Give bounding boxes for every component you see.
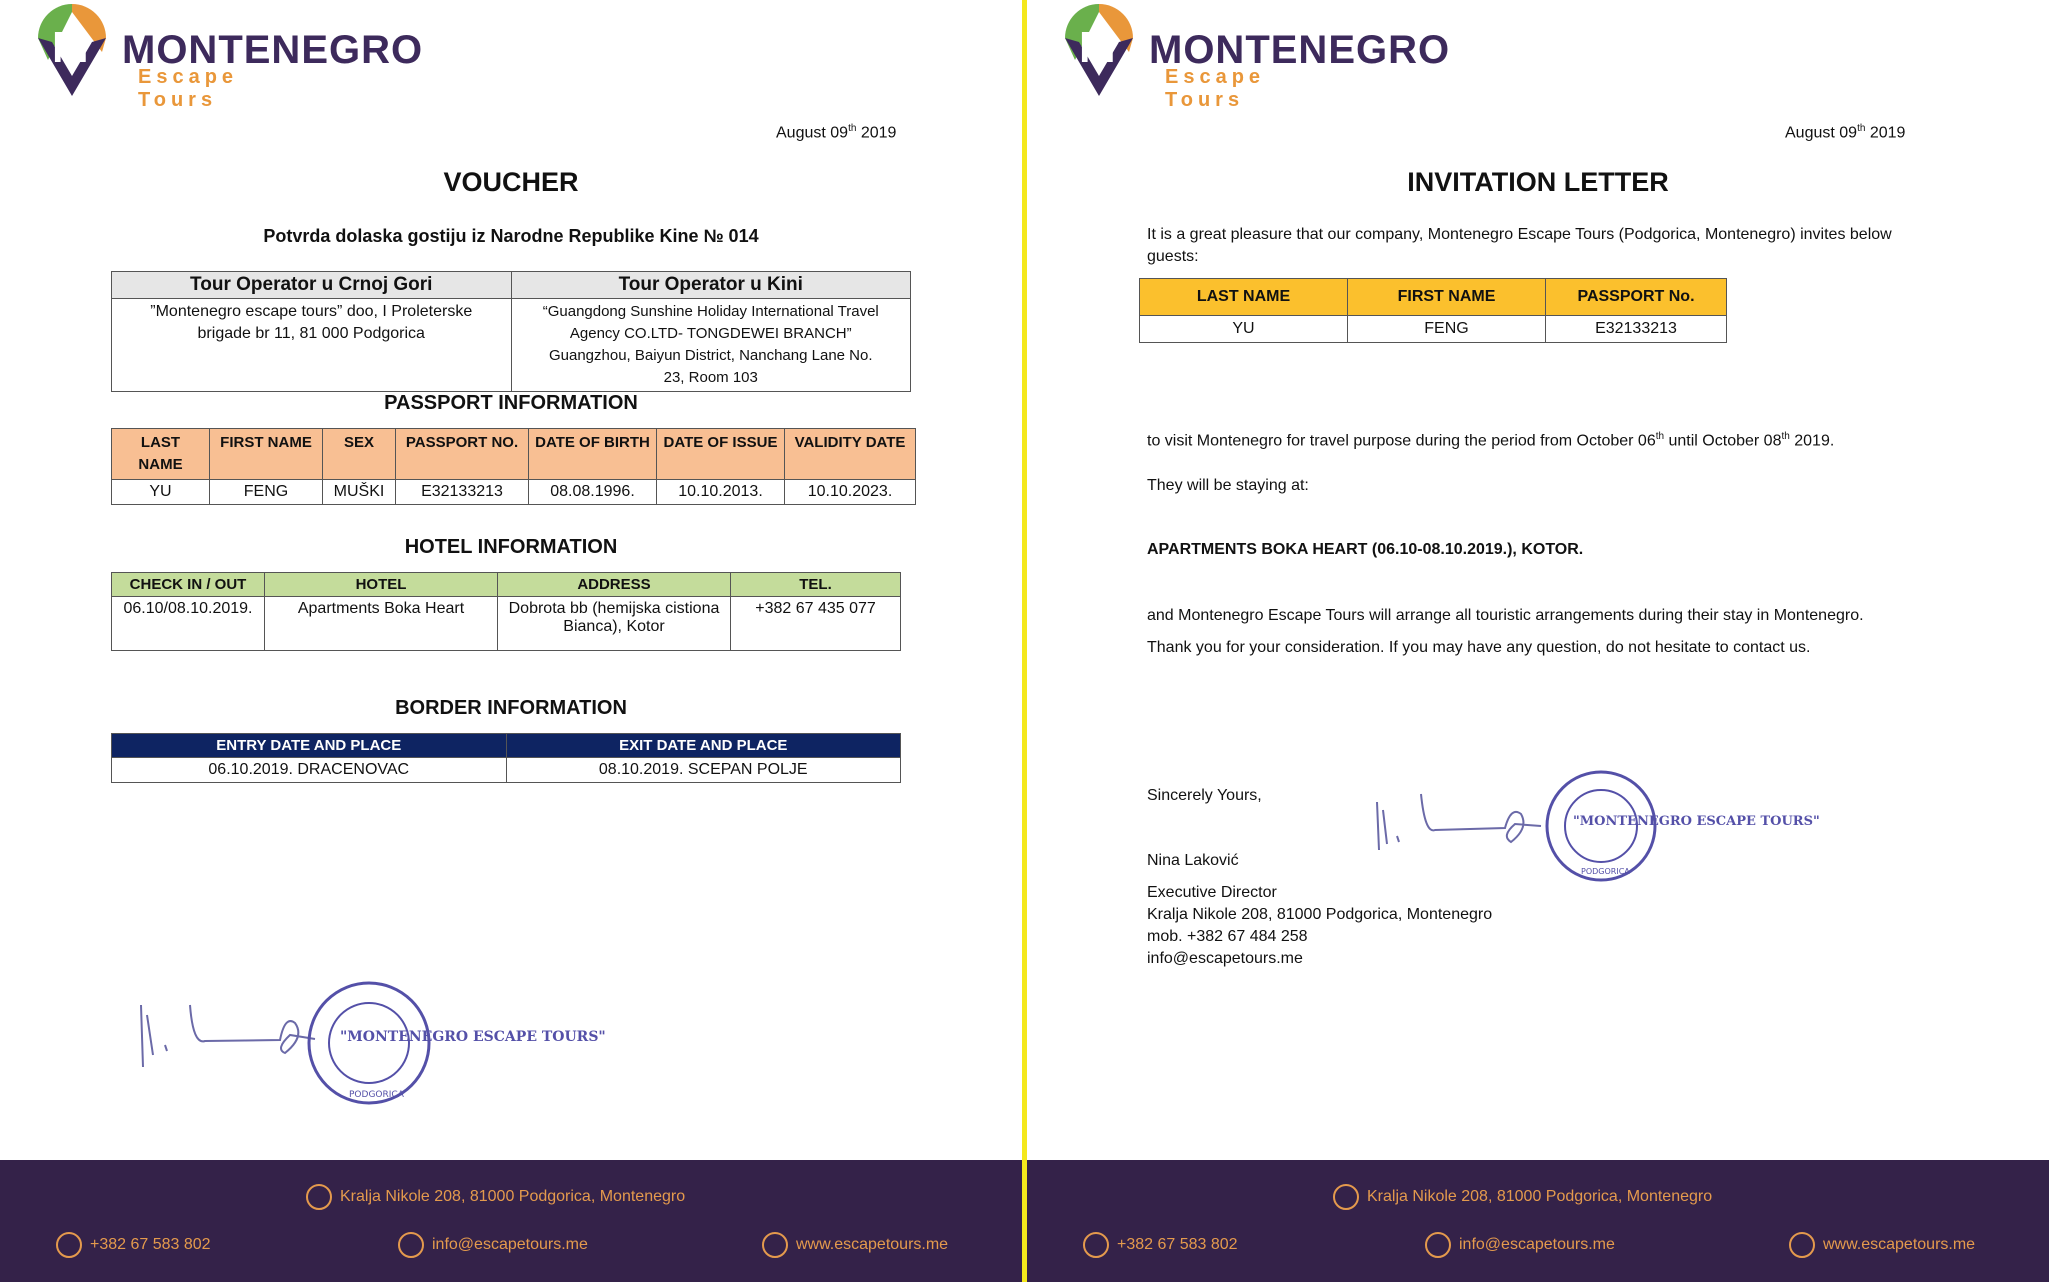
footer-address	[306, 1184, 685, 1210]
operator-china-line: Agency CO.LTD- TONGDEWEI BRANCH”	[569, 325, 852, 342]
footer-email[interactable]	[1425, 1232, 1615, 1258]
hotel-cell: +382 67 435 077	[731, 597, 901, 651]
invitation-date: August 09th 2019	[1785, 123, 1906, 142]
footer-web-text[interactable]: www.escapetours.me	[796, 1236, 949, 1253]
logo-mark-icon	[1059, 2, 1141, 98]
signature-stamp	[1373, 770, 1820, 890]
footer-web[interactable]	[762, 1232, 948, 1258]
signer-mobile: mob. +382 67 484 258	[1147, 928, 1308, 945]
signer-block	[1147, 882, 1492, 970]
footer-email[interactable]	[398, 1232, 588, 1258]
invitation-page	[1027, 0, 2049, 1282]
passport-cell: FENG	[210, 480, 323, 505]
globe-icon	[762, 1232, 788, 1258]
voucher-date: August 09th 2019	[776, 123, 897, 142]
signature-stamp	[135, 975, 606, 1110]
staying-text: They will be staying at:	[1147, 477, 1309, 494]
passport-col-header: PASSPORT NO.	[396, 429, 529, 480]
operator-china-cell	[511, 299, 911, 392]
footer-phone-text: +382 67 583 802	[90, 1236, 211, 1253]
svg-text:M: M	[52, 23, 89, 72]
guests-cell: FENG	[1348, 316, 1546, 343]
svg-text:M: M	[1079, 23, 1116, 72]
guests-col-header: FIRST NAME	[1348, 279, 1546, 316]
intro-line: guests:	[1147, 248, 1199, 265]
hotel-cell: Dobrota bb (hemijska cistiona Bianca), Kotor	[498, 597, 731, 651]
hotel-table	[111, 572, 901, 651]
passport-cell: 10.10.2013.	[657, 480, 785, 505]
guests-table	[1139, 278, 1727, 343]
operator-montenegro-cell	[112, 299, 512, 392]
invitation-title: INVITATION LETTER	[1407, 167, 1669, 197]
passport-cell: E32133213	[396, 480, 529, 505]
globe-icon	[1789, 1232, 1815, 1258]
passport-col-header: VALIDITY DATE	[785, 429, 916, 480]
accommodation-text: APARTMENTS BOKA HEART (06.10-08.10.2019.), KOTOR.	[1147, 541, 1584, 558]
passport-cell: YU	[112, 480, 210, 505]
border-col-header: ENTRY DATE AND PLACE	[112, 734, 507, 758]
footer-email-text[interactable]: info@escapetours.me	[432, 1236, 588, 1253]
passport-section-title: PASSPORT INFORMATION	[384, 392, 638, 414]
footer-address	[1333, 1184, 1712, 1210]
footer-phone	[1083, 1232, 1238, 1258]
closing-text: Sincerely Yours,	[1147, 787, 1262, 804]
phone-icon	[1083, 1232, 1109, 1258]
location-pin-icon	[306, 1184, 332, 1210]
border-cell: 08.10.2019. SCEPAN POLJE	[506, 758, 901, 783]
operator-china-line: 23, Room 103	[663, 369, 758, 386]
signer-position: Executive Director	[1147, 884, 1277, 901]
logo-tagline: Escape Tours	[138, 66, 239, 111]
invitation-intro	[1147, 224, 1892, 268]
footer-phone	[56, 1232, 211, 1258]
visit-period-text: to visit Montenegro for travel purpose during the period from October 06th until October 08th 2019.	[1147, 431, 1835, 450]
logo-tagline: Escape Tours	[1165, 66, 1266, 111]
hotel-col-header: TEL.	[731, 573, 901, 597]
passport-col-header: SEX	[323, 429, 396, 480]
passport-col-header: DATE OF ISSUE	[657, 429, 785, 480]
border-cell: 06.10.2019. DRACENOVAC	[112, 758, 507, 783]
footer-email-text[interactable]: info@escapetours.me	[1459, 1236, 1615, 1253]
company-logo	[32, 0, 424, 111]
hotel-cell: Apartments Boka Heart	[265, 597, 498, 651]
stamp-center-text: "MONTENEGRO ESCAPE TOURS"	[340, 1029, 606, 1045]
thanks-text: Thank you for your consideration. If you may have any question, do not hesitate to contact us.	[1147, 639, 1811, 656]
envelope-icon	[398, 1232, 424, 1258]
voucher-title: VOUCHER	[443, 167, 579, 197]
guests-cell: E32133213	[1546, 316, 1727, 343]
company-logo	[1059, 0, 1451, 111]
phone-icon	[56, 1232, 82, 1258]
intro-line: It is a great pleasure that our company, Montenegro Escape Tours (Podgorica, Montenegro) invites below	[1147, 226, 1892, 243]
operator-montenegro-line: brigade br 11, 81 000 Podgorica	[197, 325, 425, 342]
border-col-header: EXIT DATE AND PLACE	[506, 734, 901, 758]
passport-col-header: FIRST NAME	[210, 429, 323, 480]
hotel-section-title: HOTEL INFORMATION	[404, 536, 618, 558]
stamp-city-text: PODGORICA	[349, 1090, 404, 1100]
border-section-title: BORDER INFORMATION	[395, 697, 627, 719]
footer-web[interactable]	[1789, 1232, 1975, 1258]
voucher-page	[0, 0, 1022, 1282]
footer-web-text[interactable]: www.escapetours.me	[1823, 1236, 1976, 1253]
guests-col-header: PASSPORT No.	[1546, 279, 1727, 316]
hotel-col-header: CHECK IN / OUT	[112, 573, 265, 597]
passport-cell: MUŠKI	[323, 480, 396, 505]
stamp-city-text: PODGORICA	[1581, 867, 1630, 876]
tour-operator-table	[111, 271, 911, 392]
operator-header-china: Tour Operator u Kini	[511, 272, 911, 299]
border-table	[111, 733, 901, 783]
invitation-footer	[1027, 1160, 2049, 1282]
passport-cell: 08.08.1996.	[529, 480, 657, 505]
passport-col-header: LAST NAME	[112, 429, 210, 480]
operator-china-line: Guangzhou, Baiyun District, Nanchang Lane No.	[548, 347, 873, 364]
signer-name: Nina Laković	[1147, 852, 1239, 869]
hotel-cell: 06.10/08.10.2019.	[112, 597, 265, 651]
signer-email[interactable]: info@escapetours.me	[1147, 950, 1303, 967]
passport-col-header: DATE OF BIRTH	[529, 429, 657, 480]
guests-col-header: LAST NAME	[1140, 279, 1348, 316]
hotel-col-header: ADDRESS	[498, 573, 731, 597]
location-pin-icon	[1333, 1184, 1359, 1210]
envelope-icon	[1425, 1232, 1451, 1258]
operator-header-montenegro: Tour Operator u Crnoj Gori	[112, 272, 512, 299]
footer-phone-text: +382 67 583 802	[1117, 1236, 1238, 1253]
footer-address-text: Kralja Nikole 208, 81000 Podgorica, Montenegro	[340, 1188, 686, 1205]
logo-wordmark: MONTENEGRO	[1149, 28, 1451, 72]
logo-wordmark: MONTENEGRO	[122, 28, 424, 72]
hotel-col-header: HOTEL	[265, 573, 498, 597]
arrangement-text: and Montenegro Escape Tours will arrange all touristic arrangements during their stay in Montenegro.	[1147, 607, 1864, 624]
operator-china-line: “Guangdong Sunshine Holiday International Travel	[542, 303, 879, 320]
guests-cell: YU	[1140, 316, 1348, 343]
logo-mark-icon	[32, 2, 114, 98]
operator-montenegro-line: ”Montenegro escape tours” doo, I Proleterske	[150, 303, 473, 320]
passport-cell: 10.10.2023.	[785, 480, 916, 505]
passport-table	[111, 428, 916, 505]
voucher-subtitle: Potvrda dolaska gostiju iz Narodne Republike Kine № 014	[263, 226, 759, 246]
voucher-footer	[0, 1160, 1022, 1282]
signer-address: Kralja Nikole 208, 81000 Podgorica, Montenegro	[1147, 906, 1493, 923]
stamp-center-text: "MONTENEGRO ESCAPE TOURS"	[1573, 814, 1820, 829]
footer-address-text: Kralja Nikole 208, 81000 Podgorica, Montenegro	[1367, 1188, 1713, 1205]
